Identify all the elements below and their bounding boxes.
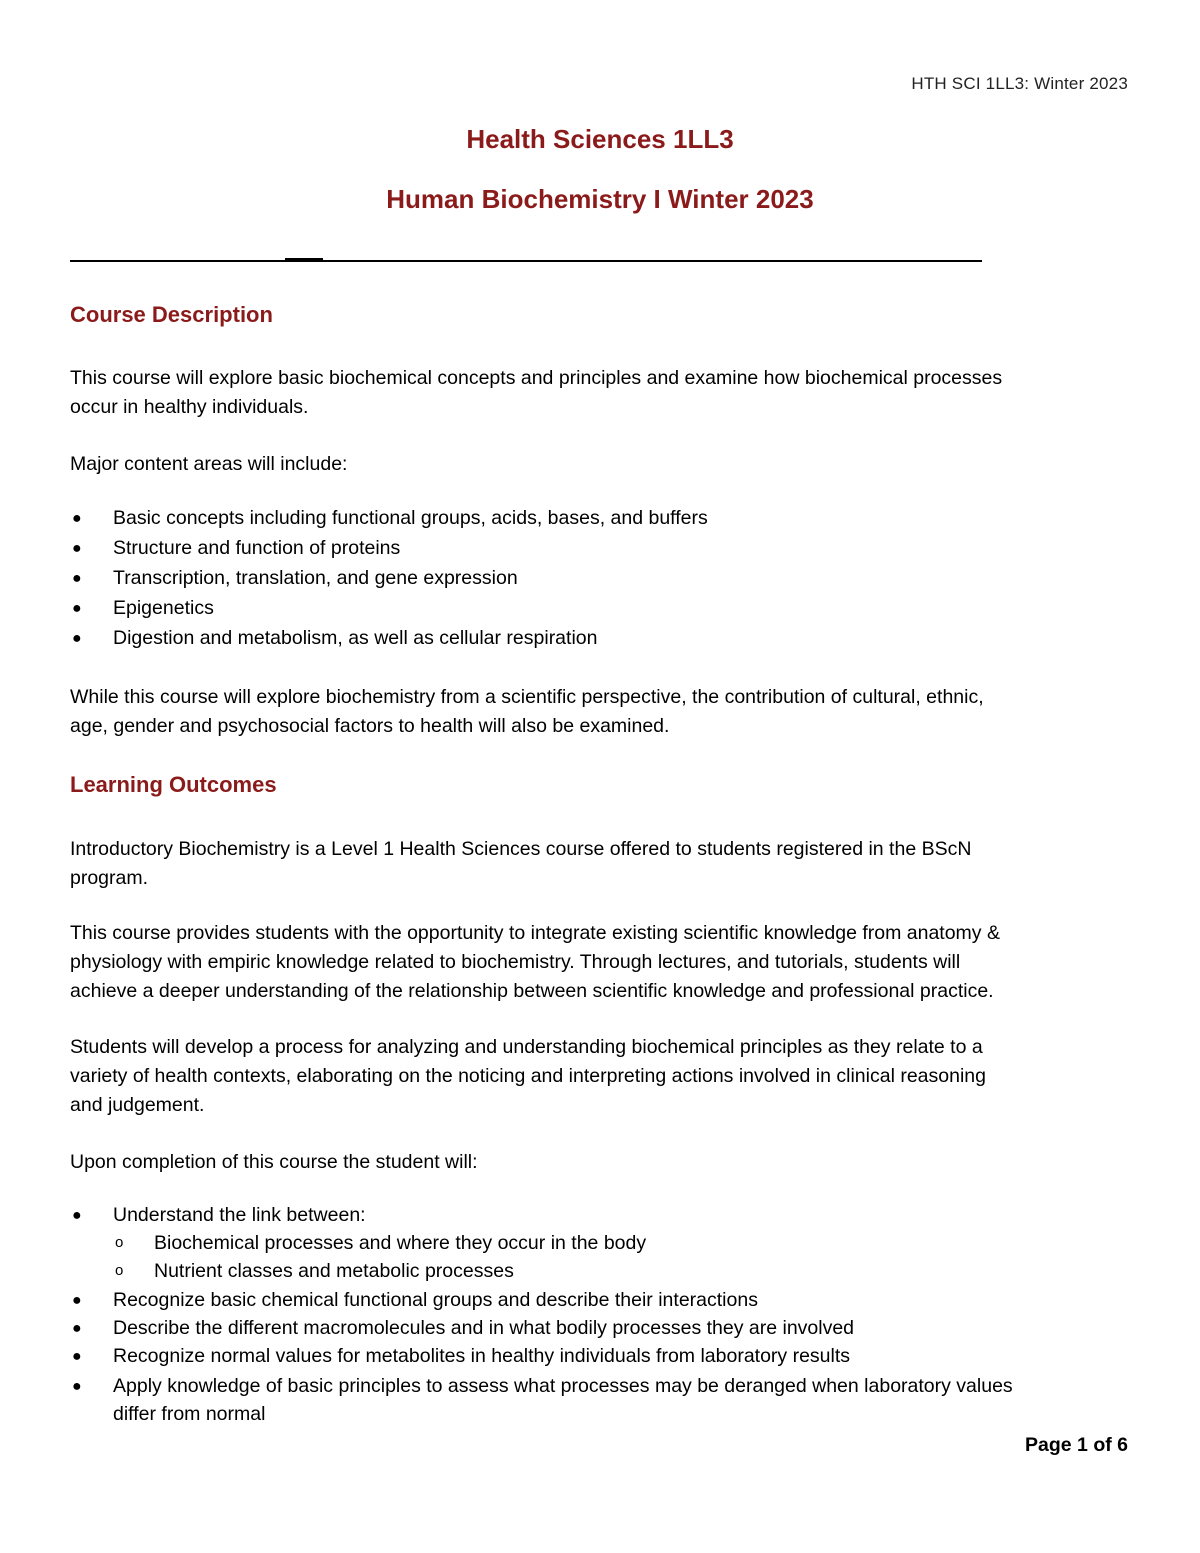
bullet-icon: ● — [72, 1348, 82, 1365]
sub-bullet-icon: o — [115, 1262, 124, 1279]
list-item: Understand the link between: — [113, 1204, 366, 1226]
bullet-icon: ● — [72, 540, 82, 557]
learning-outcomes-para2-line-2: physiology with empiric knowledge related to biochemistry. Through lectures, and tutorials, students will — [70, 951, 961, 973]
bullet-icon: ● — [72, 1320, 82, 1337]
learning-outcomes-para1-line-1: Introductory Biochemistry is a Level 1 Health Sciences course offered to students registered in the BScN — [70, 838, 972, 860]
list-item: Structure and function of proteins — [113, 537, 401, 559]
document-subtitle: Human Biochemistry I Winter 2023 — [386, 184, 814, 214]
title-divider-accent — [285, 258, 323, 262]
bullet-icon: ● — [72, 1207, 82, 1224]
course-description-closing-line-2: age, gender and psychosocial factors to health will also be examined. — [70, 715, 670, 737]
list-item: Recognize basic chemical functional groups and describe their interactions — [113, 1289, 758, 1311]
page-number: Page 1 of 6 — [1025, 1434, 1128, 1456]
bullet-icon: ● — [72, 630, 82, 647]
list-item: Basic concepts including functional groups, acids, bases, and buffers — [113, 507, 708, 529]
course-description-intro-line-1: This course will explore basic biochemical concepts and principles and examine how biochemical processes — [70, 367, 1003, 389]
bullet-icon: ● — [72, 1292, 82, 1309]
list-item: Transcription, translation, and gene expression — [113, 567, 518, 589]
list-item: Describe the different macromolecules and in what bodily processes they are involved — [113, 1317, 855, 1339]
list-item: Epigenetics — [113, 597, 214, 619]
sub-bullet-icon: o — [115, 1234, 124, 1251]
learning-outcomes-heading: Learning Outcomes — [70, 772, 277, 797]
document-title: Health Sciences 1LL3 — [466, 124, 734, 154]
list-item-continuation: differ from normal — [113, 1403, 266, 1425]
list-item: Recognize normal values for metabolites in healthy individuals from laboratory results — [113, 1345, 851, 1367]
content-areas-label: Major content areas will include: — [70, 453, 348, 475]
bullet-icon: ● — [72, 1378, 82, 1395]
sub-list-item: Nutrient classes and metabolic processes — [154, 1260, 514, 1282]
title-divider — [70, 260, 982, 262]
learning-outcomes-para3-line-3: and judgement. — [70, 1094, 205, 1116]
bullet-icon: ● — [72, 510, 82, 527]
learning-outcomes-para2-line-3: achieve a deeper understanding of the relationship between scientific knowledge and professional practice. — [70, 980, 994, 1002]
sub-list-item: Biochemical processes and where they occur in the body — [154, 1232, 647, 1254]
course-description-intro-line-2: occur in healthy individuals. — [70, 396, 309, 418]
completion-label: Upon completion of this course the student will: — [70, 1151, 478, 1173]
learning-outcomes-para2-line-1: This course provides students with the opportunity to integrate existing scientific knowledge from anatomy & — [70, 922, 1000, 944]
list-item: Digestion and metabolism, as well as cellular respiration — [113, 627, 598, 649]
bullet-icon: ● — [72, 570, 82, 587]
learning-outcomes-para1-line-2: program. — [70, 867, 149, 889]
learning-outcomes-para3-line-2: variety of health contexts, elaborating on the noticing and interpreting actions involved in clinical reasoning — [70, 1065, 986, 1087]
running-header: HTH SCI 1LL3: Winter 2023 — [911, 74, 1128, 93]
learning-outcomes-para3-line-1: Students will develop a process for analyzing and understanding biochemical principles as they relate to a — [70, 1036, 983, 1058]
list-item: Apply knowledge of basic principles to assess what processes may be deranged when laboratory values — [113, 1375, 1013, 1397]
bullet-icon: ● — [72, 600, 82, 617]
course-description-closing-line-1: While this course will explore biochemistry from a scientific perspective, the contribution of cultural, ethnic, — [70, 686, 984, 708]
course-description-heading: Course Description — [70, 302, 273, 327]
